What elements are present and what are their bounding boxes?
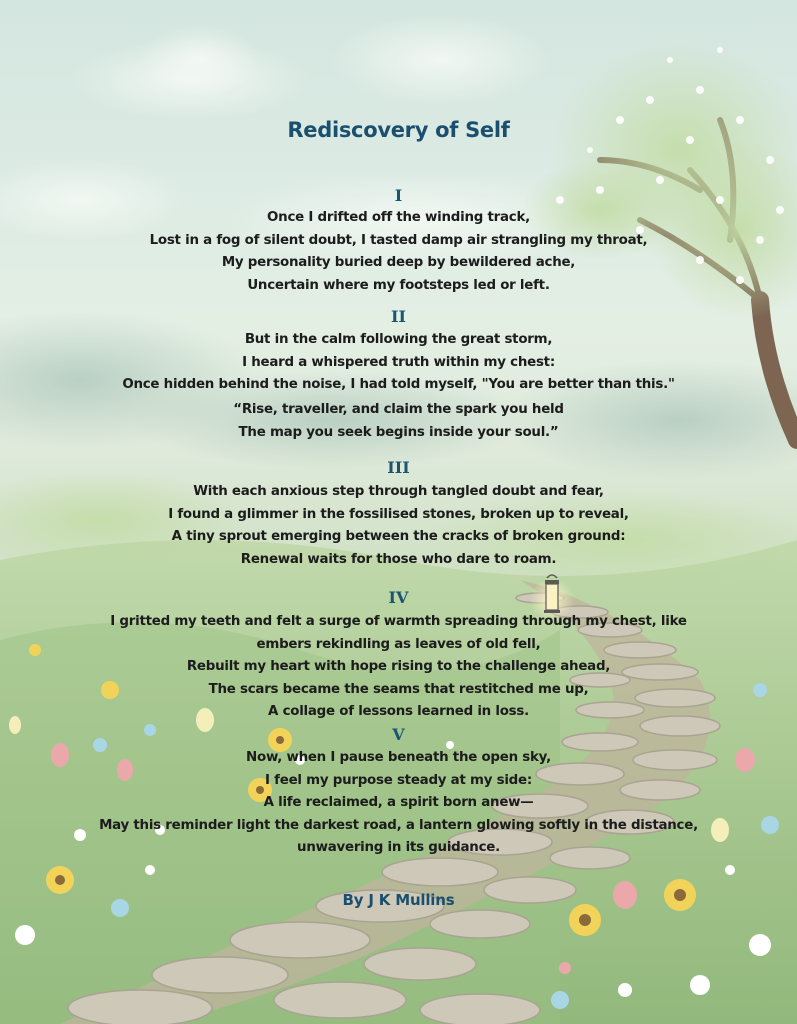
stanza-2 xyxy=(0,329,797,397)
poem-line: I feel my purpose steady at my side: xyxy=(265,772,532,788)
poem-line: Uncertain where my footsteps led or left. xyxy=(247,277,550,293)
poem-line: I gritted my teeth and felt a surge of warmth spreading through my chest, like xyxy=(110,614,687,629)
poem-line: With each anxious step through tangled doubt and fear, xyxy=(193,484,604,499)
stanza-number-4: IV xyxy=(388,588,409,607)
poem-line: I found a glimmer in the fossilised stones, broken up to reveal, xyxy=(168,506,629,522)
poem-title: Rediscovery of Self xyxy=(287,118,510,142)
stanza-4 xyxy=(0,611,797,724)
poem-line: A tiny sprout emerging between the cracks of broken ground: xyxy=(171,529,626,544)
stanza-number-1: I xyxy=(394,186,403,205)
stanza-2-quote xyxy=(0,399,797,444)
stanza-number-5: V xyxy=(392,725,405,744)
poem-line: I heard a whispered truth within my chest: xyxy=(242,354,555,370)
poem-line: The scars became the seams that restitched me up, xyxy=(208,681,589,697)
stanza-number-3: III xyxy=(387,458,410,477)
poem-line: A collage of lessons learned in loss. xyxy=(268,704,529,719)
poem-line: Now, when I pause beneath the open sky, xyxy=(246,750,551,765)
poem-line: My personality buried deep by bewildered ache, xyxy=(221,255,576,270)
poem-line: embers rekindling as leaves of old fell, xyxy=(256,636,541,652)
poem-line: Once I drifted off the winding track, xyxy=(267,210,530,225)
author-byline: By J K Mullins xyxy=(342,891,455,909)
poem-line: Lost in a fog of silent doubt, I tasted damp air strangling my throat, xyxy=(149,232,648,248)
stanza-number-2: II xyxy=(391,307,406,326)
poem-line: But in the calm following the great storm, xyxy=(244,332,553,347)
poem-line: Once hidden behind the noise, I had told myself, "You are better than this." xyxy=(122,377,675,392)
poem-quote-line: The map you seek begins inside your soul.” xyxy=(238,424,559,440)
poem-line: A life reclaimed, a spirit born anew— xyxy=(263,795,534,810)
poem-line: May this reminder light the darkest road, a lantern glowing softly in the distance, xyxy=(99,817,698,833)
stanza-1 xyxy=(0,207,797,297)
poem-line: unwavering in its guidance. xyxy=(297,840,500,855)
poem-line: Renewal waits for those who dare to roam. xyxy=(240,551,557,567)
poem-line: Rebuilt my heart with hope rising to the challenge ahead, xyxy=(186,659,611,674)
poem-quote-line: “Rise, traveller, and claim the spark you held xyxy=(233,402,564,417)
stanza-5 xyxy=(0,747,797,860)
stanza-3 xyxy=(0,481,797,571)
